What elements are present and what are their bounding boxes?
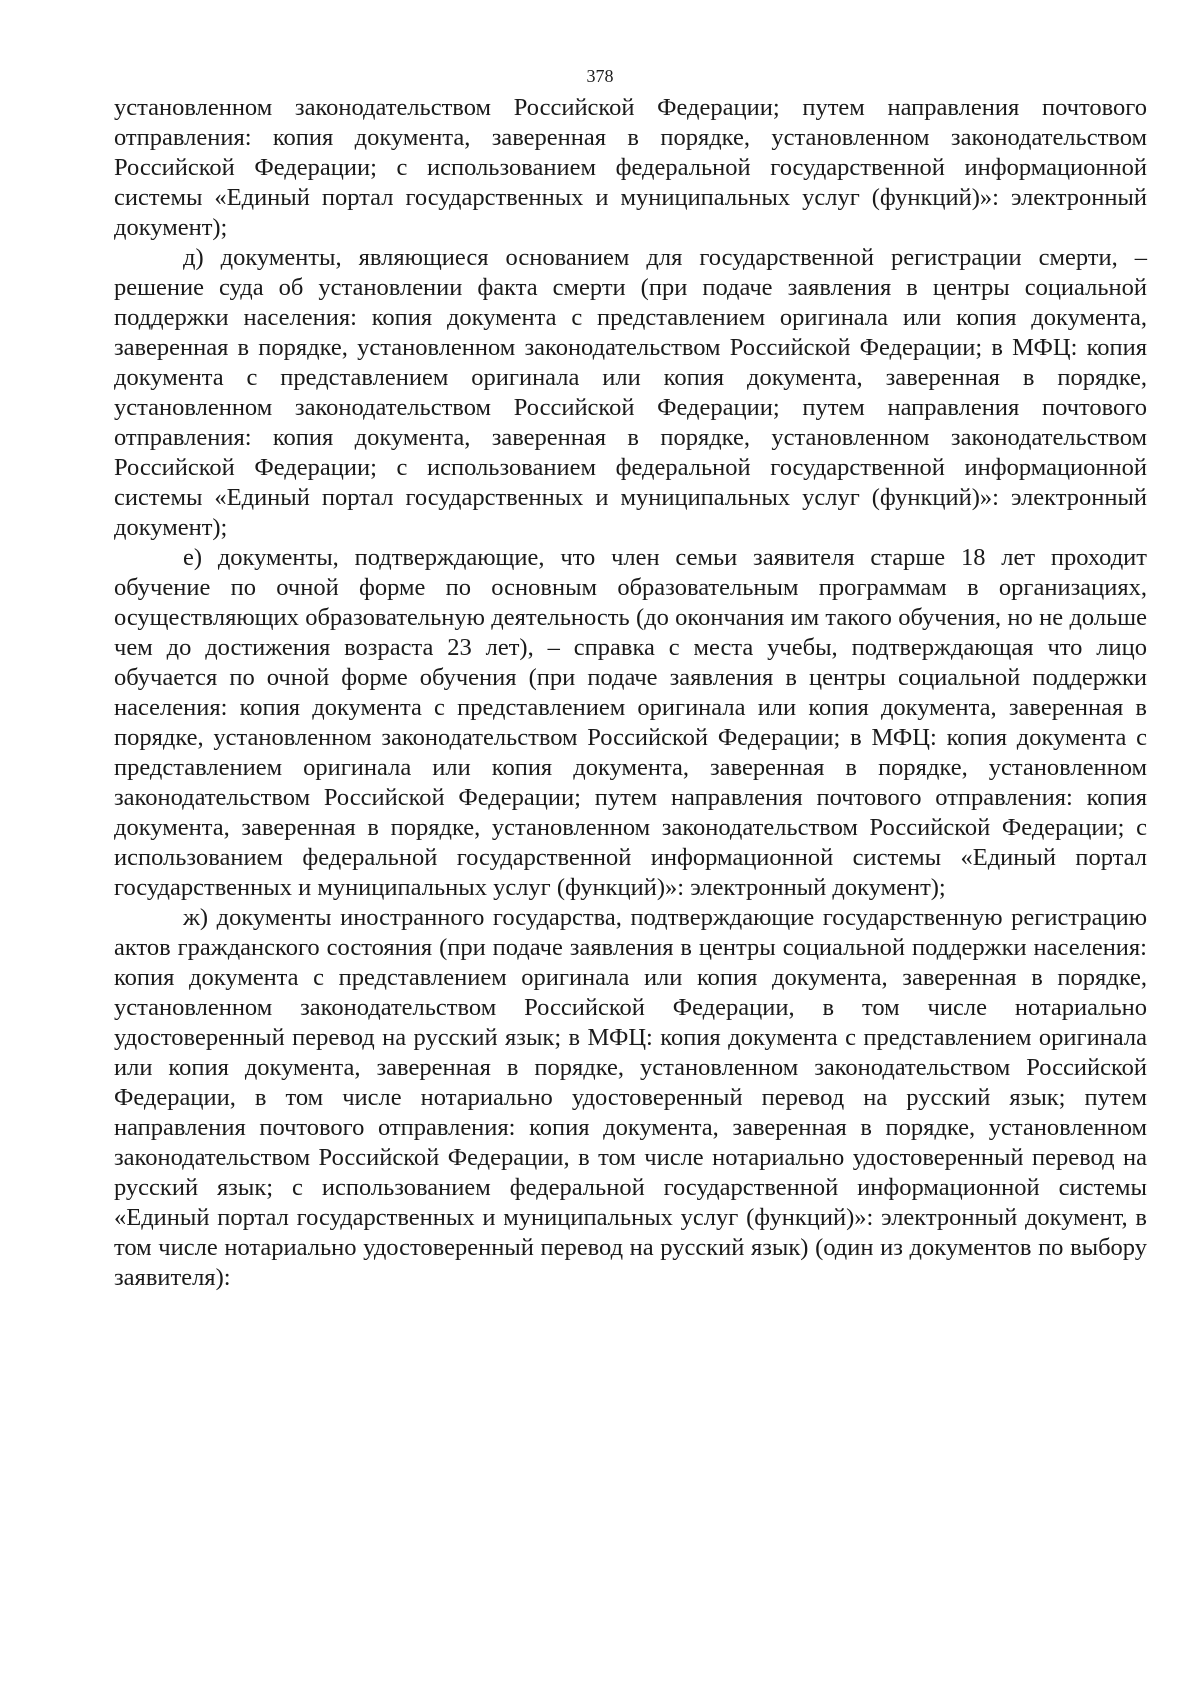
paragraph-item-d: д) документы, являющиеся основанием для государственной регистрации смерти, – решение суда об установлении факта смерти (при подаче заявления в центры социальной поддержки населения: копия документа с представлением оригинала или копия документа, заверенная в порядке, установленном законодательством Российской Федерации; в МФЦ: копия документа с представлением оригинала или копия документа, заверенная в порядке, установленном законодательством Российской Федерации; путем направления почтового отправления: копия документа, заверенная в порядке, установленном законодательством Российской Федерации; с использованием федеральной государственной информационной системы «Единый портал государственных и муниципальных услуг (функций)»: электронный документ);: [114, 244, 1147, 541]
page-number: 378: [586, 66, 614, 86]
paragraph-item-e: е) документы, подтверждающие, что член семьи заявителя старше 18 лет проходит обучение по очной форме по основным образовательным программам в организациях, осуществляющих образовательную деятельность (до окончания им такого обучения, но не дольше чем до достижения возраста 23 лет), – справка с места учебы, подтверждающая что лицо обучается по очной форме обучения (при подаче заявления в центры социальной поддержки населения: копия документа с представлением оригинала или копия документа, заверенная в порядке, установленном законодательством Российской Федерации; в МФЦ: копия документа с представлением оригинала или копия документа, заверенная в порядке, установленном законодательством Российской Федерации; путем направления почтового отправления: копия документа, заверенная в порядке, установленном законодательством Российской Федерации; с использованием федеральной государственной информационной системы «Единый портал государственных и муниципальных услуг (функций)»: электронный документ);: [114, 544, 1147, 901]
paragraph-continuation: установленном законодательством Российской Федерации; путем направления почтового отправления: копия документа, заверенная в порядке, установленном законодательством Российской Федерации; с использованием федеральной государственной информационной системы «Единый портал государственных и муниципальных услуг (функций)»: электронный документ);: [114, 94, 1147, 241]
document-body: [114, 93, 1147, 1293]
paragraph-item-zh: ж) документы иностранного государства, подтверждающие государственную регистрацию актов гражданского состояния (при подаче заявления в центры социальной поддержки населения: копия документа с представлением оригинала или копия документа, заверенная в порядке, установленном законодательством Российской Федерации, в том числе нотариально удостоверенный перевод на русский язык; в МФЦ: копия документа с представлением оригинала или копия документа, заверенная в порядке, установленном законодательством Российской Федерации, в том числе нотариально удостоверенный перевод на русский язык; путем направления почтового отправления: копия документа, заверенная в порядке, установленном законодательством Российской Федерации, в том числе нотариально удостоверенный перевод на русский язык; с использованием федеральной государственной информационной системы «Единый портал государственных и муниципальных услуг (функций)»: электронный документ, в том числе нотариально удостоверенный перевод на русский язык) (один из документов по выбору заявителя):: [114, 904, 1147, 1291]
